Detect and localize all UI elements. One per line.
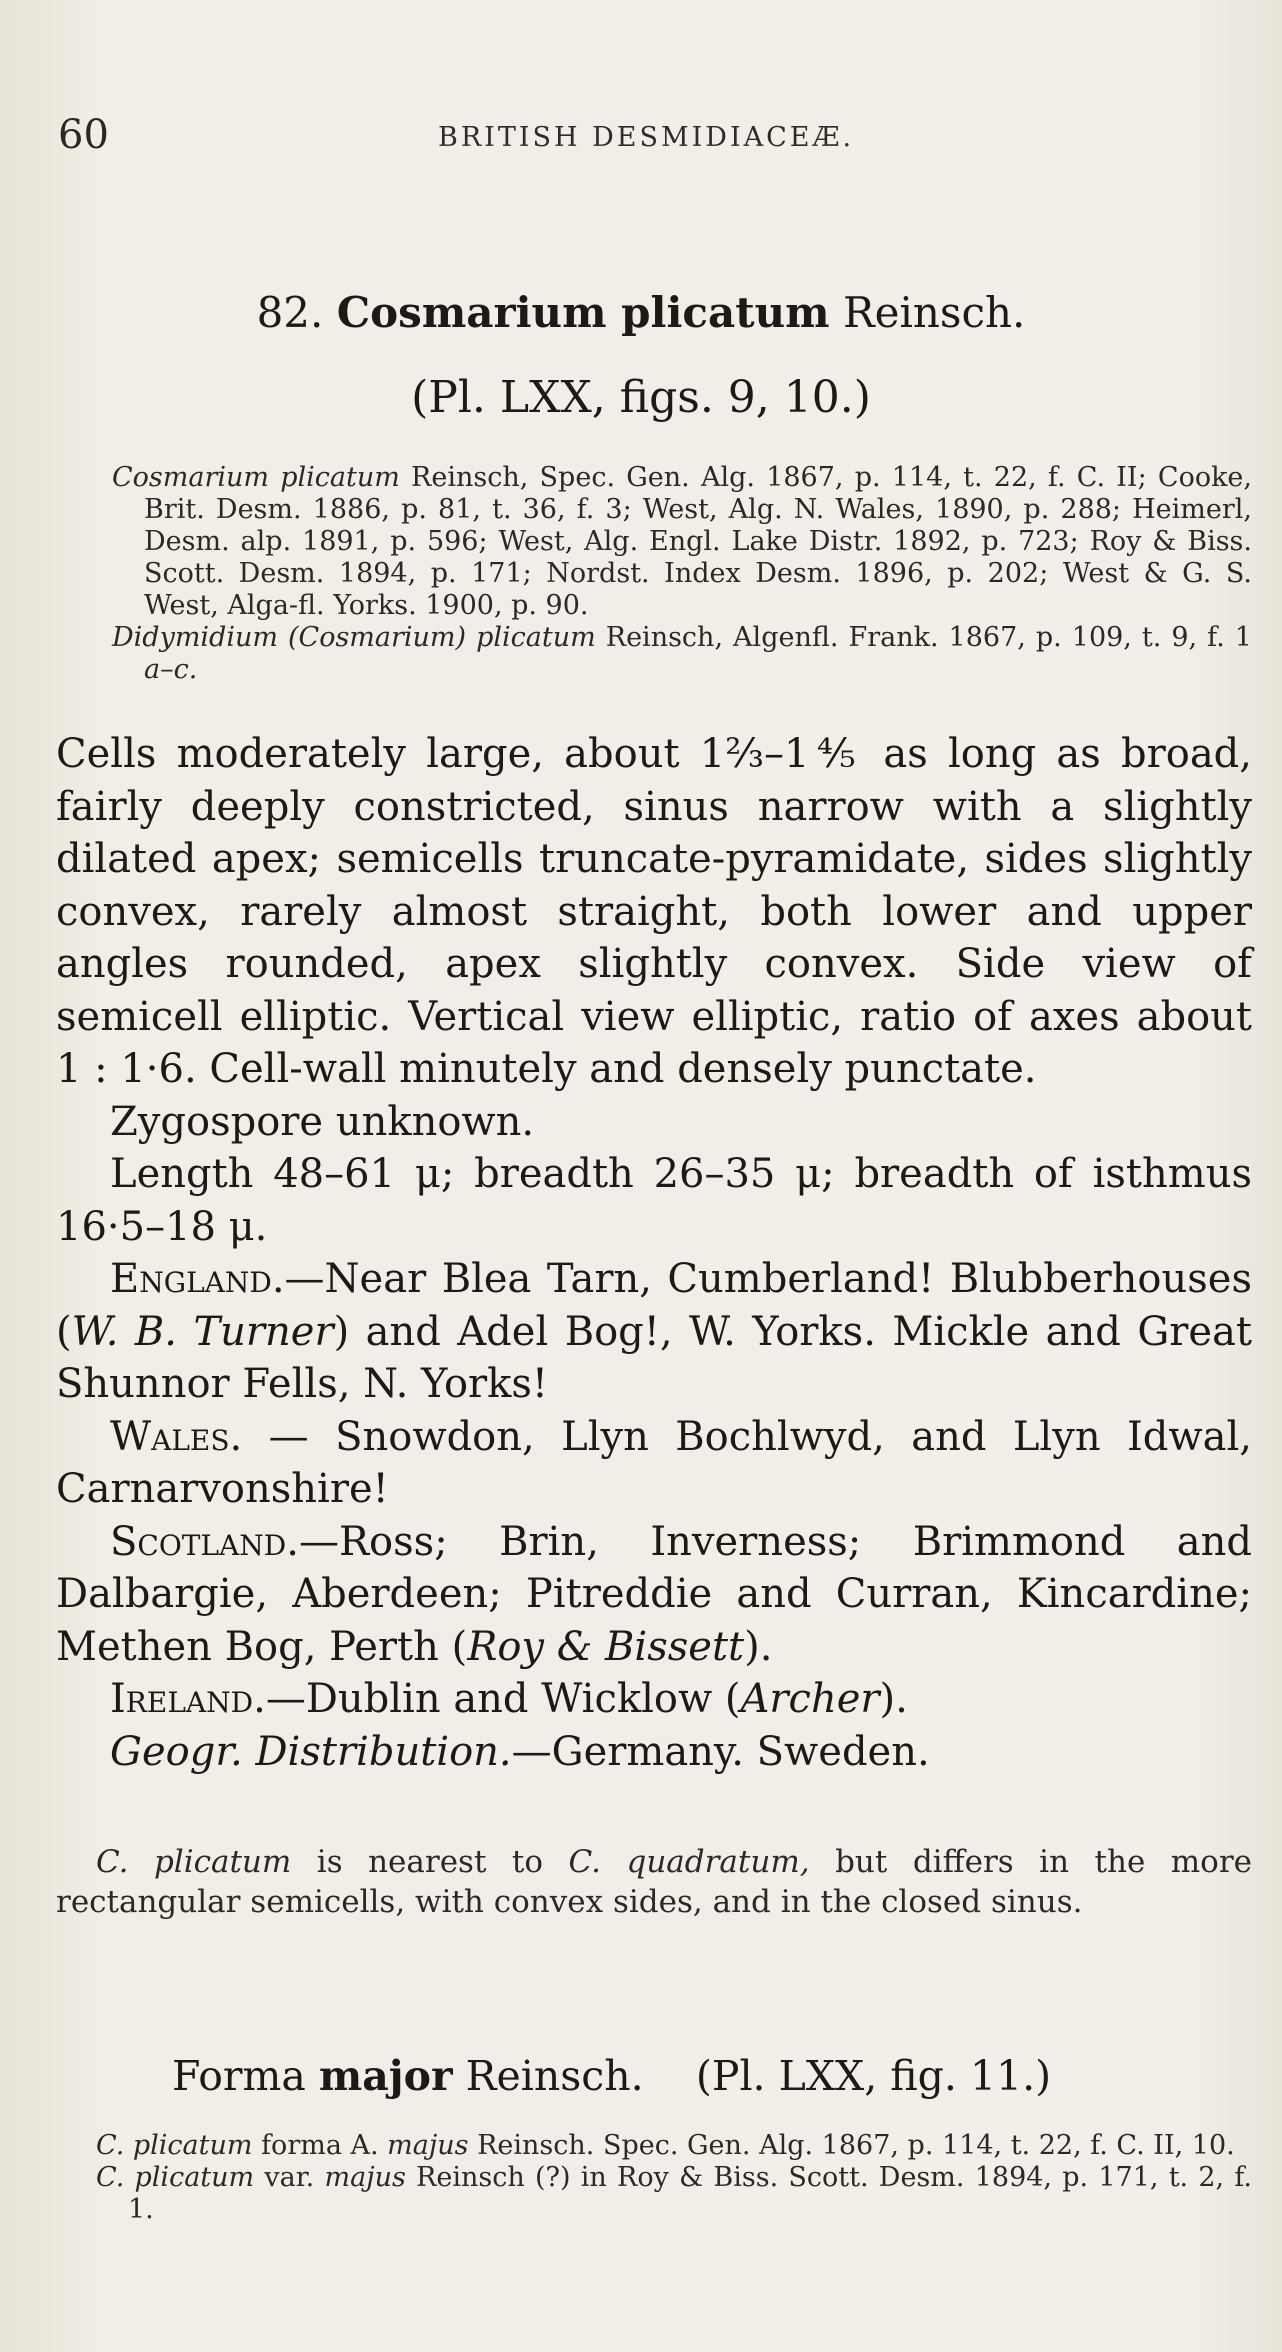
forma-author: Reinsch. bbox=[452, 2052, 644, 2100]
region-label: England. bbox=[110, 1256, 285, 1302]
reference-taxon: C. plicatum bbox=[96, 2130, 253, 2161]
reference-taxon: C. plicatum bbox=[96, 2162, 255, 2193]
reference-entry bbox=[96, 2130, 1252, 2162]
reference-entry bbox=[112, 462, 1252, 622]
forma-heading bbox=[172, 2052, 1272, 2100]
region-label: Wales. bbox=[110, 1413, 243, 1460]
region-text: —Dublin and Wicklow ( bbox=[265, 1676, 741, 1722]
reference-text: var. bbox=[254, 2162, 325, 2193]
distribution-scotland bbox=[56, 1516, 1252, 1674]
distribution-ireland bbox=[56, 1673, 1252, 1726]
reference-entry bbox=[96, 2162, 1252, 2226]
running-title: BRITISH DESMIDIACEÆ. bbox=[438, 122, 855, 153]
reference-taxon: Cosmarium plicatum bbox=[112, 462, 400, 493]
collector-name: Roy & Bissett bbox=[467, 1623, 745, 1670]
region-text: — Snowdon, Llyn Bochlwyd, and Llyn Idwal, Carnarvonshire! bbox=[56, 1413, 1252, 1512]
distribution-england bbox=[56, 1253, 1252, 1411]
reference-taxon: Didymidium (Cosmarium) plicatum bbox=[112, 622, 596, 653]
reference-text: Reinsch (?) in Roy & Biss. Scott. Desm. 1894, p. 171, t. 2, f. 1. bbox=[128, 2162, 1252, 2225]
measurements-paragraph: Length 48–61 μ; breadth 26–35 μ; breadth of isthmus 16·5–18 μ. bbox=[56, 1151, 1252, 1250]
region-label: Scotland. bbox=[110, 1518, 299, 1565]
reference-text: Reinsch, Spec. Gen. Alg. 1867, p. 114, t. 22, f. C. II; Cooke, Brit. Desm. 1886, p. 81, t. 36, f. 3; West, Alg. N. Wales, 1890, p. 288; Heimerl, Desm. alp. 1891, p. 596; West, Alg. Engl. Lake Distr. 1892, p. 723; Roy & Biss. Scott. Desm. 1894, p. 171; Nordst. Index Desm. 1896, p. 202; West & G. S. West, Alga-fl. Yorks. 1900, p. 90. bbox=[144, 462, 1252, 621]
reference-text: forma A. bbox=[252, 2130, 388, 2161]
distribution-wales bbox=[56, 1411, 1252, 1516]
distribution-geographic bbox=[56, 1726, 1252, 1779]
forma-references bbox=[96, 2130, 1252, 2226]
collector-name: W. B. Turner bbox=[71, 1308, 334, 1355]
reference-text: Reinsch, Algenfl. Frank. 1867, p. 109, t. 9, f. 1 bbox=[595, 622, 1252, 653]
species-heading bbox=[0, 288, 1282, 337]
reference-taxon: majus bbox=[324, 2162, 406, 2193]
running-head bbox=[58, 112, 1248, 162]
reference-suffix: a–c. bbox=[144, 654, 198, 685]
reference-taxon: majus bbox=[387, 2130, 469, 2161]
note-text: but differs in the more rectangular semicells, with convex sides, and in the closed sinus. bbox=[56, 1844, 1252, 1920]
region-text: —Germany. Sweden. bbox=[511, 1728, 930, 1775]
comparison-note bbox=[56, 1842, 1252, 1922]
region-text: —Ross; Brin, Inverness; Brimmond and Dalbargie, Aberdeen; Pitreddie and Curran, Kincardine; Methen Bog, Perth ( bbox=[56, 1518, 1252, 1670]
taxon-name: C. plicatum bbox=[96, 1844, 292, 1880]
forma-name: major bbox=[318, 2052, 453, 2100]
reference-entry bbox=[112, 622, 1252, 686]
synonymy-references bbox=[112, 462, 1252, 686]
region-text: ). bbox=[744, 1623, 773, 1670]
reference-text: Reinsch. Spec. Gen. Alg. 1867, p. 114, t. 22, f. C. II, 10. bbox=[468, 2130, 1235, 2161]
region-label: Geogr. Distribution. bbox=[110, 1728, 512, 1775]
species-plates: (Pl. LXX, figs. 9, 10.) bbox=[411, 372, 871, 423]
species-description-block bbox=[56, 728, 1252, 1778]
region-text: ) and Adel Bog!, W. Yorks. Mickle and Great Shunnor Fells, N. Yorks! bbox=[56, 1308, 1252, 1407]
page-number: 60 bbox=[58, 112, 109, 158]
zygospore-paragraph: Zygospore unknown. bbox=[110, 1098, 535, 1145]
forma-prefix: Forma bbox=[172, 2052, 319, 2100]
forma-plates: (Pl. LXX, fig. 11.) bbox=[695, 2052, 1052, 2100]
species-name: Cosmarium plicatum bbox=[336, 288, 830, 337]
region-text: ). bbox=[879, 1676, 908, 1722]
description-paragraph: Cells moderately large, about 1⅔–1⅘ as long as broad, fairly deeply constricted, sinus narrow with a slightly dilated apex; semicells truncate-pyramidate, sides slightly convex, rarely almost straight, both lower and upper angles rounded, apex slightly convex. Side view of semicell elliptic. Vertical view elliptic, ratio of axes about 1 : 1·6. Cell-wall minutely and densely punctate. bbox=[56, 731, 1252, 1092]
taxon-name: C. quadratum, bbox=[568, 1844, 810, 1880]
note-text: is nearest to bbox=[291, 1844, 569, 1880]
species-number: 82. bbox=[256, 288, 324, 337]
collector-name: Archer bbox=[740, 1676, 880, 1722]
species-author: Reinsch. bbox=[842, 288, 1026, 337]
region-text: —Near Blea Tarn, Cumberland! Blubberhouses ( bbox=[56, 1256, 1252, 1355]
region-label: Ireland. bbox=[110, 1676, 266, 1722]
